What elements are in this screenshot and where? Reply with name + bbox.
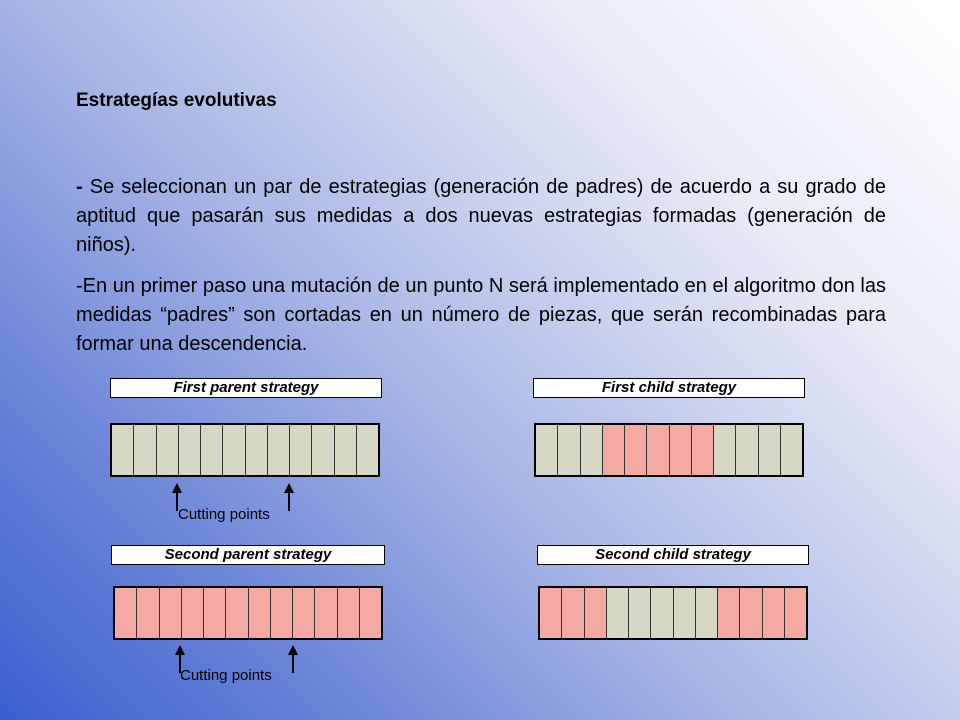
strategy-cell	[629, 588, 651, 638]
cutting-point-arrow-2	[288, 485, 290, 511]
first-parent-strip	[110, 423, 380, 477]
first-child-label: First child strategy	[533, 378, 805, 398]
strategy-cell	[740, 588, 762, 638]
strategy-cell	[312, 425, 334, 475]
strategy-cell	[540, 588, 562, 638]
strategy-cell	[558, 425, 580, 475]
strategy-cell	[603, 425, 625, 475]
second-parent-strip	[113, 586, 383, 640]
strategy-cell	[692, 425, 714, 475]
strategy-cell	[223, 425, 245, 475]
paragraph-1-text: Se seleccionan un par de estrategias (generación de padres) de acuerdo a su grado de aptitud que pasarán sus medidas a dos nuevas estrategias formadas (generación de niños).	[76, 176, 886, 256]
paragraph-2: -En un primer paso una mutación de un punto N será implementado en el algoritmo don las medidas “padres” son cortadas en un número de piezas, que serán recombinadas para formar una descendencia.	[76, 275, 886, 355]
cutting-points-label-1: Cutting points	[178, 506, 270, 523]
strategy-cell	[182, 588, 204, 638]
strategy-cell	[562, 588, 584, 638]
strategy-cell	[335, 425, 357, 475]
strategy-cell	[315, 588, 337, 638]
strategy-cell	[696, 588, 718, 638]
strategy-cell	[718, 588, 740, 638]
strategy-cell	[271, 588, 293, 638]
cutting-point-arrow-4	[292, 647, 294, 673]
strategy-cell	[249, 588, 271, 638]
strategy-cell	[625, 425, 647, 475]
strategy-cell	[201, 425, 223, 475]
strategy-cell	[204, 588, 226, 638]
strategy-cell	[360, 588, 381, 638]
strategy-cell	[134, 425, 156, 475]
strategy-cell	[246, 425, 268, 475]
strategy-cell	[268, 425, 290, 475]
paragraph-1	[76, 173, 886, 260]
strategy-cell	[670, 425, 692, 475]
strategy-cell	[763, 588, 785, 638]
strategy-cell	[226, 588, 248, 638]
slide-title: Estrategías evolutivas	[76, 90, 277, 111]
paragraph-1-dash: -	[76, 176, 83, 198]
strategy-cell	[607, 588, 629, 638]
strategy-cell	[585, 588, 607, 638]
strategy-cell	[581, 425, 603, 475]
strategy-cell	[338, 588, 360, 638]
strategy-cell	[137, 588, 159, 638]
cutting-points-label-2: Cutting points	[180, 667, 272, 684]
strategy-cell	[736, 425, 758, 475]
first-parent-label: First parent strategy	[110, 378, 382, 398]
strategy-cell	[536, 425, 558, 475]
strategy-cell	[357, 425, 378, 475]
strategy-cell	[714, 425, 736, 475]
strategy-cell	[651, 588, 673, 638]
second-child-label: Second child strategy	[537, 545, 809, 565]
strategy-cell	[785, 588, 806, 638]
strategy-cell	[115, 588, 137, 638]
strategy-cell	[759, 425, 781, 475]
strategy-cell	[293, 588, 315, 638]
strategy-cell	[112, 425, 134, 475]
strategy-cell	[647, 425, 669, 475]
second-parent-label: Second parent strategy	[111, 545, 385, 565]
first-child-strip	[534, 423, 804, 477]
second-child-strip	[538, 586, 808, 640]
strategy-cell	[290, 425, 312, 475]
strategy-cell	[157, 425, 179, 475]
strategy-cell	[674, 588, 696, 638]
strategy-cell	[781, 425, 802, 475]
strategy-cell	[160, 588, 182, 638]
strategy-cell	[179, 425, 201, 475]
